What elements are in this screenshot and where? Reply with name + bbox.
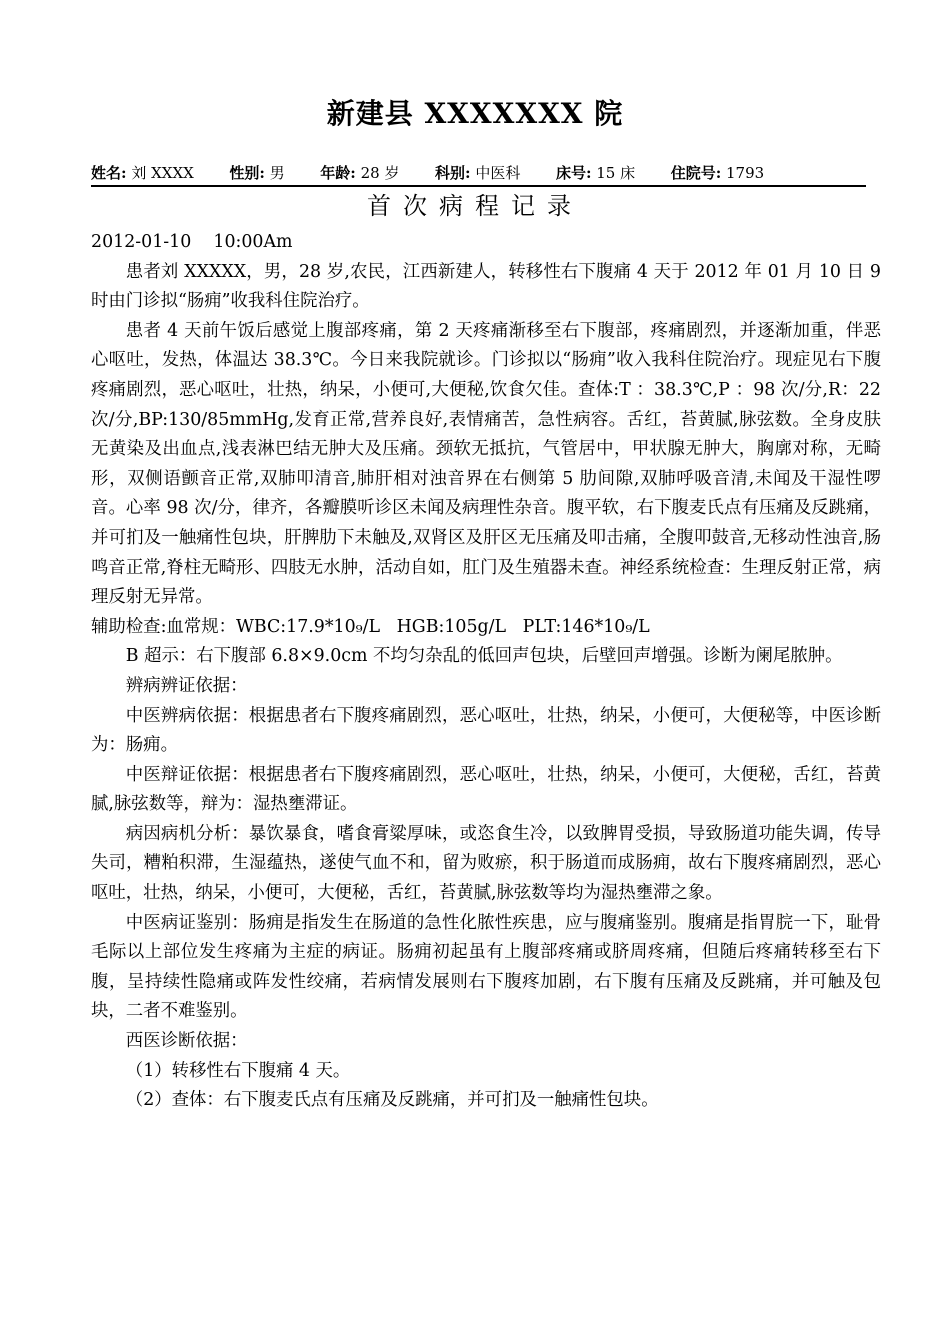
patient-info-line bbox=[91, 162, 866, 187]
section-heading-basis: 辨病辨证依据： bbox=[125, 675, 248, 696]
department-value: 中医科 bbox=[475, 164, 521, 182]
record-datetime: 2012-01-10 10:00Am bbox=[91, 232, 293, 252]
exam-paragraph: 患者 4 天前午饭后感觉上腹部疼痛，第 2 天疼痛渐移至右下腹部，疼痛剧烈，并逐渐加重，伴恶心呕吐，发热，体温达 38.3℃。今日来我院就诊。门诊拟以“肠痈”收入我科住院治疗。现症见右下腹疼痛剧烈，恶心呕吐，壮热，纳呆，小便可,大便秘,饮食欠佳。查体:T ：38.3℃,P ：98 次/分,R：22 次/分,BP:130/85mmHg,发育正常,营养良好,表情痛苦，急性病容。舌红，苔黄腻,脉弦数。全身皮肤无黄染及出血点,浅表淋巴结无肿大及压痛。颈软无抵抗，气管居中，甲状腺无肿大，胸廓对称，无畸形，双侧语颤音正常,双肺叩清音,肺肝相对浊音界在右侧第 5 肋间隙,双肺呼吸音清,未闻及干湿性啰音。心率 98 次/分，律齐，各瓣膜听诊区未闻及病理性杂音。腹平软，右下腹麦氏点有压痛及反跳痛，并可扪及一触痛性包块，肝脾肋下未触及,双肾区及肝区无压痛及叩击痛，全腹叩鼓音,无移动性浊音,肠鸣音正常,脊柱无畸形、四肢无水肿，活动自如，肛门及生殖器未查。神经系统检查：生理反射正常，病理反射无异常。 bbox=[91, 320, 881, 608]
western-diagnosis-heading: 西医诊断依据： bbox=[125, 1031, 248, 1052]
aux-exam-line: 辅助检查:血常规：WBC:17.9*10₉/L HGB:105g/L PLT:146*10₉/L bbox=[91, 616, 650, 637]
ultrasound-paragraph: B 超示：右下腹部 6.8×9.0cm 不均匀杂乱的低回声包块，后壁回声增强。诊断为阑尾脓肿。 bbox=[125, 646, 843, 667]
department-label: 科别: bbox=[435, 164, 471, 182]
name-value: 刘 XXXX bbox=[131, 164, 194, 182]
name-label: 姓名: bbox=[91, 164, 127, 182]
tcm-differential: 中医病证鉴别：肠痈是指发生在肠道的急性化脓性疾患，应与腹痛鉴别。腹痛是指胃脘一下，耻骨毛际以上部位发生疼痛为主症的病证。肠痈初起虽有上腹部疼痛或脐周疼痛，但随后疼痛转移至右下腹，呈持续性隐痛或阵发性绞痛，若病情发展则右下腹疼加剧，右下腹有压痛及反跳痛，并可触及包块，二者不难鉴别。 bbox=[91, 912, 881, 1022]
admission-no-label: 住院号: bbox=[670, 164, 722, 182]
tcm-syndrome-basis: 中医辩证依据：根据患者右下腹疼痛剧烈，恶心呕吐，壮热，纳呆，小便可，大便秘，舌红，苔黄腻,脉弦数等，辩为：湿热壅滞证。 bbox=[91, 764, 881, 815]
bed-value: 15 床 bbox=[596, 164, 636, 182]
gender-value: 男 bbox=[269, 164, 285, 182]
record-body bbox=[91, 228, 881, 1116]
age-value: 28 岁 bbox=[360, 164, 400, 182]
bed-label: 床号: bbox=[555, 164, 592, 182]
age-label: 年龄: bbox=[320, 164, 356, 182]
record-title: 首次病程记录 bbox=[367, 192, 583, 220]
tcm-disease-basis: 中医辨病依据：根据患者右下腹疼痛剧烈，恶心呕吐，壮热，纳呆，小便可，大便秘等，中医诊断为：肠痈。 bbox=[91, 705, 881, 756]
gender-label: 性别: bbox=[229, 164, 265, 182]
history-paragraph: 患者刘 XXXXX，男，28 岁,农民，江西新建人，转移性右下腹痛 4 天于 2012 年 01 月 10 日 9 时由门诊拟“肠痈”收我科住院治疗。 bbox=[91, 261, 881, 312]
admission-no-value: 1793 bbox=[726, 164, 765, 182]
hospital-title: 新建县 XXXXXXX 院 bbox=[326, 97, 624, 130]
criteria-item: （1）转移性右下腹痛 4 天。 bbox=[125, 1060, 351, 1081]
criteria-item: （2）查体：右下腹麦氏点有压痛及反跳痛，并可扪及一触痛性包块。 bbox=[125, 1090, 659, 1111]
etiology-analysis: 病因病机分析：暴饮暴食，嗜食膏粱厚味，或恣食生冷，以致脾胃受损，导致肠道功能失调，传导失司，糟粕积滞，生湿蕴热，遂使气血不和，留为败瘀，积于肠道而成肠痈，故右下腹疼痛剧烈，恶心呕吐，壮热，纳呆，小便可，大便秘，舌红，苔黄腻,脉弦数等均为湿热壅滞之象。 bbox=[91, 823, 881, 904]
